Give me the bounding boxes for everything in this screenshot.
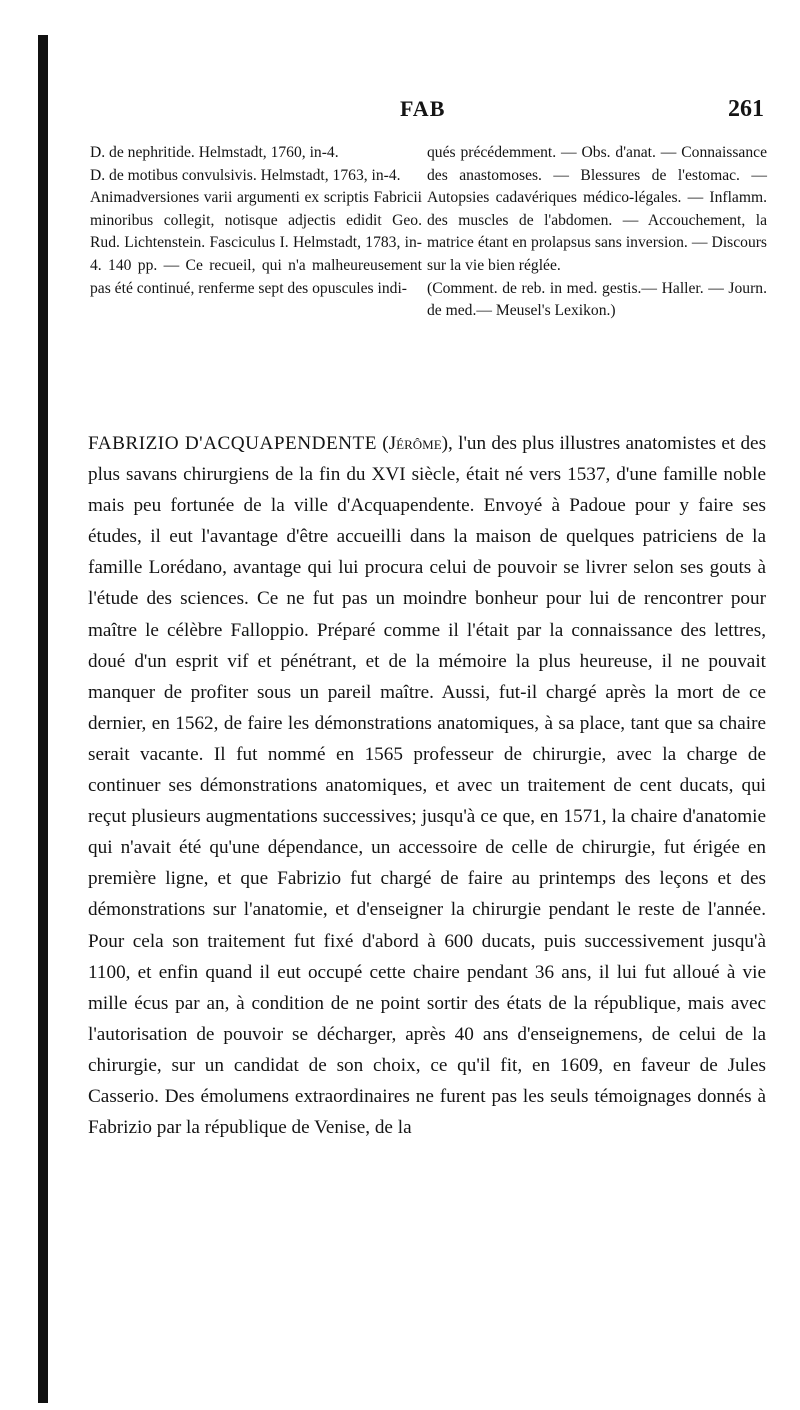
bibliography-continuation: qués précédemment. — Obs. d'anat. — Connaissance des anastomoses. — Blessures de l'estomac. — Autopsies cadavériques médico-légales. — Inflamm. des muscles de l'abdomen. — Accouchement, la matrice étant en prolapsus sans inversion. — Discours sur la vie bien réglée. — [427, 144, 767, 274]
article-body: l'un des plus illustres anatomistes et des plus savans chirurgiens de la fin du XVI siècle, était né vers 1537, d'une famille noble mais peu fortunée de la ville d'Acquapendente. Envoyé à Padoue pour y faire ses études, il eut l'avantage d'être accueilli dans la maison de quelques patriciens de la famille Lorédano, avantage qui lui procura celui de pouvoir se livrer selon ses gouts à l'étude des sciences. Ce ne fut pas un moindre bonheur pour lui de rencontrer pour maître le célèbre Falloppio. Préparé comme il l'était par la connaissance des lettres, doué d'un esprit vif et pénétrant, et de la mémoire la plus heureuse, il ne pouvait manquer de profiter sous un pareil maître. Aussi, fut-il chargé après la mort de ce dernier, en 1562, de faire les démonstrations anatomiques, à sa place, tant que sa chaire serait vacante. Il fut nommé en 1565 professeur de chirurgie, avec la charge de continuer ses démonstrations anatomiques, et avec un traitement de cent ducats, qui reçut plusieurs augmentations successives; jusqu'à ce que, en 1571, la chaire d'anatomie qui n'avait été qu'une dépendance, un accessoire de celle de chirurgie, fut érigée en première ligne, et que Fabrizio fut chargé de faire au printemps des leçons et des démonstrations sur l'anatomie, et d'enseigner la chirurgie pendant le reste de l'année. Pour cela son traitement fut fixé d'abord à 600 ducats, puis successivement jusqu'à 1100, et enfin quand il eut occupé cette chaire pendant 36 ans, il lui fut alloué à vie mille écus par an, à condition de ne point sortir des états de la république, mais avec l'autorisation de pouvoir se décharger, après 40 ans d'enseignemens, de celui de la chirurgie, sur un candidat de son choix, ce qu'il fit, en 1609, en faveur de Jules Casserio. Des émolumens extraordinaires ne furent pas les seuls témoignages donnés à Fabrizio par la république de Venise, de la — [88, 433, 767, 1139]
sources-note: (Comment. de reb. in med. gestis.— Haller. — Journ. de med.— Meusel's Lexikon.) — [427, 279, 767, 320]
bibliography-entry: D. de nephritide. Helmstadt, 1760, in-4. — [90, 144, 339, 161]
bibliography-entry: Animadversiones varii argumenti ex scriptis Fabricii minoribus collegit, notisque adjectis edidit Geo. Rud. Lichtenstein. Fasciculus I. Helmstadt, 1783, in-4. 140 pp. — Ce recueil, qui n'a malheureusement pas été continué, renferme sept des opuscules indi- — [90, 189, 422, 297]
running-title: FAB — [400, 96, 446, 121]
entry-headword: FABRIZIO D'ACQUAPENDENTE — [88, 433, 377, 454]
page-number: 261 — [728, 96, 764, 122]
running-head — [90, 96, 764, 122]
article-paragraph: FABRIZIO D'ACQUAPENDENTE (Jérôme), l'un des plus illustres anatomistes et des plus savans chirurgiens de la fin du XVI siècle, était né vers 1537, d'une famille noble mais peu fortunée de la ville d'Acquapendente. Envoyé à Padoue pour y faire ses études, il eut l'avantage d'être accueilli dans la maison de quelques patriciens de la famille Lorédano, avantage qui lui procura celui de pouvoir se livrer selon ses gouts à l'étude des sciences. Ce ne fut pas un moindre bonheur pour lui de rencontrer pour maître le célèbre Falloppio. Préparé comme il l'était par la connaissance des lettres, doué d'un esprit vif et pénétrant, et de la mémoire la plus heureuse, il ne pouvait manquer de profiter sous un pareil maître. Aussi, fut-il chargé après la mort de ce dernier, en 1562, de faire les démonstrations anatomiques, à sa place, tant que sa chaire serait vacante. Il fut nommé en 1565 professeur de chirurgie, avec la charge de continuer ses démonstrations anatomiques, et avec un traitement de cent ducats, qui reçut plusieurs augmentations successives; jusqu'à ce que, en 1571, la chaire d'anatomie qui n'avait été qu'une dépendance, un accessoire de celle de chirurgie, fut érigée en première ligne, et que Fabrizio fut chargé de faire au printemps des leçons et des démonstrations sur l'anatomie, et d'enseigner la chirurgie pendant le reste de l'année. Pour cela son traitement fut fixé d'abord à 600 ducats, puis successivement jusqu'à 1100, et enfin quand il eut occupé cette chaire pendant 36 ans, il lui fut alloué à vie mille écus par an, à condition de ne point sortir des états de la république, mais avec l'autorisation de pouvoir se décharger, après 40 ans d'enseignemens, de celui de la chirurgie, sur un candidat de son choix, ce qu'il fit, en 1609, en faveur de Jules Casserio. Des émolumens extraordinaires ne furent pas les seuls témoignages donnés à Fabrizio par la république de Venise, de la — [88, 433, 767, 1139]
article-entry — [88, 428, 766, 1143]
left-column — [90, 142, 422, 300]
right-column — [427, 142, 767, 323]
entry-first-name: Jérôme — [388, 433, 442, 454]
binding-edge — [38, 35, 48, 1403]
bibliography-entry: D. de motibus convulsivis. Helmstadt, 1763, in-4. — [90, 166, 401, 184]
